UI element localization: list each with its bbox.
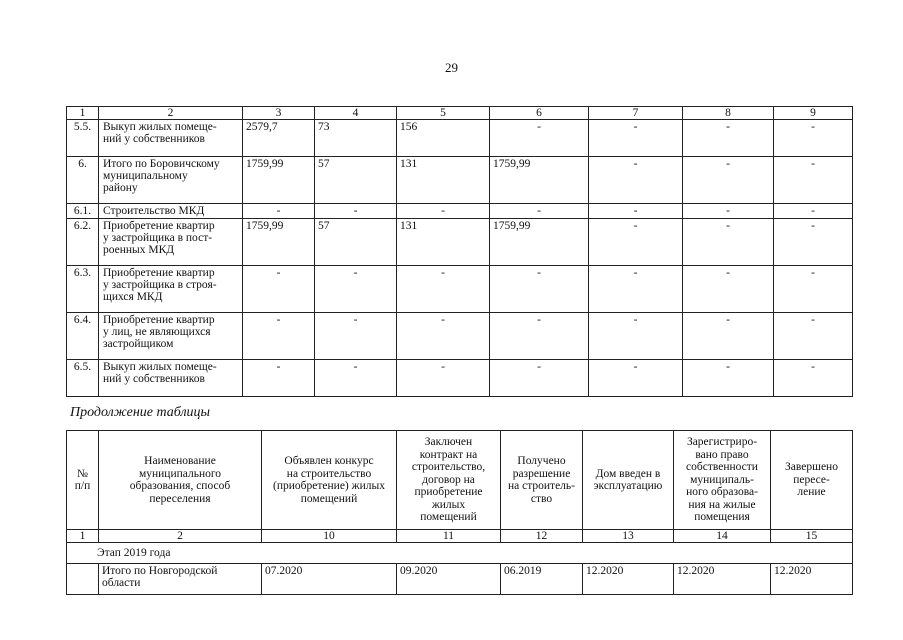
stage-label: Этап 2019 года xyxy=(67,543,853,564)
cell-col-9: - xyxy=(774,360,853,397)
cell-permit-date: 06.2019 xyxy=(501,564,583,595)
row-name: Приобретение квартир у лиц, не являющихся застройщиком xyxy=(99,313,243,360)
column-index: 9 xyxy=(774,107,853,120)
row-number: 6.2. xyxy=(67,219,99,266)
column-index: 6 xyxy=(490,107,589,120)
row-number: 6.4. xyxy=(67,313,99,360)
cell-col-4: 73 xyxy=(315,120,397,157)
column-index: 1 xyxy=(67,107,99,120)
cell-col-4: 57 xyxy=(315,219,397,266)
table-row xyxy=(67,157,853,204)
table-row xyxy=(67,313,853,360)
cell-col-7: - xyxy=(589,266,683,313)
header-cell: Получено разрешение на строитель- ство xyxy=(501,431,583,530)
cell-col-4: - xyxy=(315,313,397,360)
table-continuation-caption: Продолжение таблицы xyxy=(70,405,211,420)
cell-col-4: - xyxy=(315,266,397,313)
cell-col-4: - xyxy=(315,360,397,397)
cell-col-5: 156 xyxy=(397,120,490,157)
cell-col-9: - xyxy=(774,266,853,313)
column-index: 12 xyxy=(501,530,583,543)
column-index: 10 xyxy=(262,530,397,543)
cell-col-6: 1759,99 xyxy=(490,219,589,266)
header-cell: Заключен контракт на строительство, договор на приобретение жилых помещений xyxy=(397,431,501,530)
column-index: 5 xyxy=(397,107,490,120)
cell-col-3: 1759,99 xyxy=(243,157,315,204)
data-table-part-2 xyxy=(66,430,853,595)
cell-col-5: 131 xyxy=(397,157,490,204)
cell-col-3: - xyxy=(243,266,315,313)
cell-col-7: - xyxy=(589,157,683,204)
header-cell: Наименование муниципального образования, способ переселения xyxy=(99,431,262,530)
row-name: Приобретение квартир у застройщика в пост- роенных МКД xyxy=(99,219,243,266)
page-number: 29 xyxy=(445,60,458,75)
cell-col-6: - xyxy=(490,120,589,157)
data-table-part-1 xyxy=(66,106,853,397)
cell-col-5: - xyxy=(397,204,490,219)
column-index: 8 xyxy=(683,107,774,120)
header-cell: Дом введен в эксплуатацию xyxy=(583,431,674,530)
cell-col-6: - xyxy=(490,266,589,313)
cell-col-8: - xyxy=(683,120,774,157)
row-name: Итого по Боровичскому муниципальному району xyxy=(99,157,243,204)
header-cell: Объявлен конкурс на строительство (приобретение) жилых помещений xyxy=(262,431,397,530)
row-number xyxy=(67,564,99,595)
cell-ownership-date: 12.2020 xyxy=(674,564,771,595)
cell-col-3: - xyxy=(243,313,315,360)
cell-col-8: - xyxy=(683,219,774,266)
row-name: Приобретение квартир у застройщика в строя- щихся МКД xyxy=(99,266,243,313)
row-number: 6.5. xyxy=(67,360,99,397)
column-index: 15 xyxy=(771,530,853,543)
cell-col-9: - xyxy=(774,157,853,204)
column-index: 3 xyxy=(243,107,315,120)
header-cell: Завершено пересе- ление xyxy=(771,431,853,530)
column-index: 13 xyxy=(583,530,674,543)
cell-col-5: - xyxy=(397,313,490,360)
row-name: Строительство МКД xyxy=(99,204,243,219)
cell-col-7: - xyxy=(589,120,683,157)
cell-col-7: - xyxy=(589,219,683,266)
stage-row xyxy=(67,543,853,564)
table-row xyxy=(67,120,853,157)
cell-col-7: - xyxy=(589,360,683,397)
table-row xyxy=(67,204,853,219)
column-index-row xyxy=(67,530,853,543)
column-index: 2 xyxy=(99,530,262,543)
cell-col-6: - xyxy=(490,360,589,397)
row-number: 6.1. xyxy=(67,204,99,219)
cell-col-8: - xyxy=(683,360,774,397)
cell-col-6: - xyxy=(490,313,589,360)
cell-col-5: - xyxy=(397,360,490,397)
column-index: 11 xyxy=(397,530,501,543)
cell-col-9: - xyxy=(774,204,853,219)
column-index: 1 xyxy=(67,530,99,543)
cell-col-9: - xyxy=(774,120,853,157)
table-header-row xyxy=(67,431,853,530)
row-number: 6.3. xyxy=(67,266,99,313)
row-name: Выкуп жилых помеще- ний у собственников xyxy=(99,360,243,397)
row-name: Выкуп жилых помеще- ний у собственников xyxy=(99,120,243,157)
cell-contract-date: 09.2020 xyxy=(397,564,501,595)
column-index-row xyxy=(67,107,853,120)
column-index: 7 xyxy=(589,107,683,120)
cell-col-3: 1759,99 xyxy=(243,219,315,266)
cell-col-5: - xyxy=(397,266,490,313)
header-cell: № п/п xyxy=(67,431,99,530)
cell-col-5: 131 xyxy=(397,219,490,266)
cell-col-9: - xyxy=(774,219,853,266)
cell-col-3: - xyxy=(243,204,315,219)
cell-col-4: 57 xyxy=(315,157,397,204)
row-number: 5.5. xyxy=(67,120,99,157)
column-index: 4 xyxy=(315,107,397,120)
cell-col-8: - xyxy=(683,204,774,219)
table-row xyxy=(67,564,853,595)
table-row xyxy=(67,360,853,397)
cell-col-3: - xyxy=(243,360,315,397)
column-index: 2 xyxy=(99,107,243,120)
cell-col-3: 2579,7 xyxy=(243,120,315,157)
table-row xyxy=(67,219,853,266)
cell-col-6: 1759,99 xyxy=(490,157,589,204)
cell-commissioning-date: 12.2020 xyxy=(583,564,674,595)
column-index: 14 xyxy=(674,530,771,543)
cell-col-4: - xyxy=(315,204,397,219)
cell-col-8: - xyxy=(683,157,774,204)
row-number: 6. xyxy=(67,157,99,204)
cell-col-6: - xyxy=(490,204,589,219)
cell-col-9: - xyxy=(774,313,853,360)
header-cell: Зарегистриро- вано право собственности муниципаль- ного образова- ния на жилые помещения xyxy=(674,431,771,530)
table-row xyxy=(67,266,853,313)
row-name: Итого по Новгородской области xyxy=(99,564,262,595)
cell-col-8: - xyxy=(683,266,774,313)
cell-resettlement-date: 12.2020 xyxy=(771,564,853,595)
cell-col-8: - xyxy=(683,313,774,360)
cell-contest-date: 07.2020 xyxy=(262,564,397,595)
cell-col-7: - xyxy=(589,204,683,219)
cell-col-7: - xyxy=(589,313,683,360)
